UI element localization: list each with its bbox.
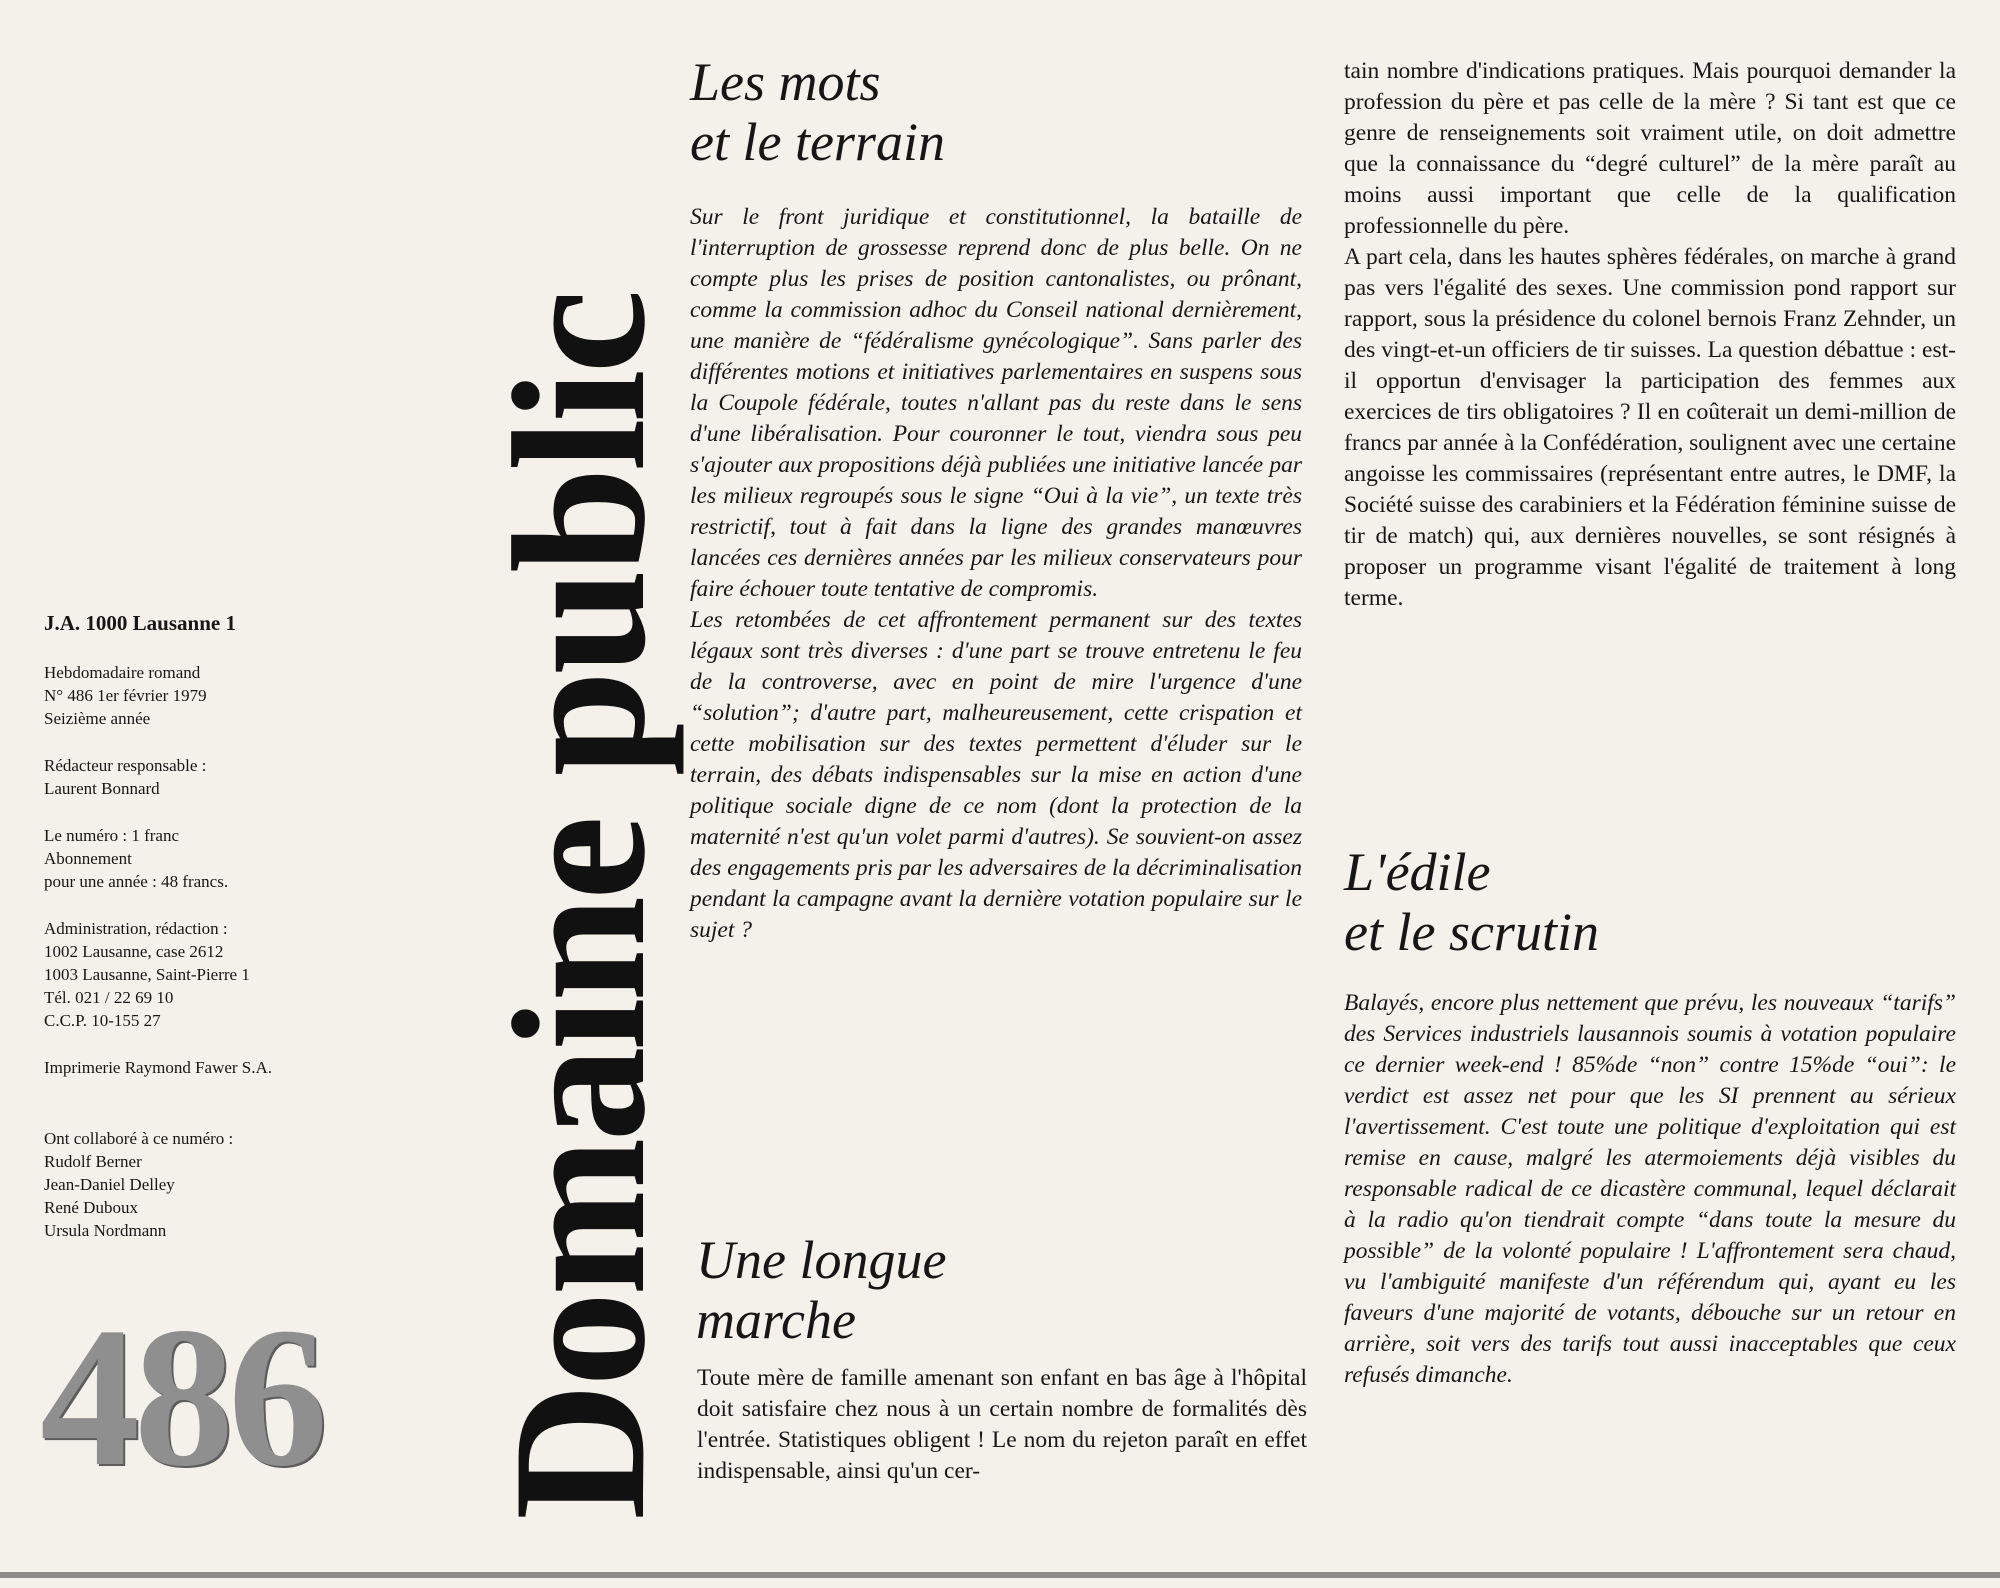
article-1-title-line: et le terrain [690, 112, 945, 172]
article-2-paragraph: Toute mère de famille amenant son enfant en bas âge à l'hôpital doit satisfaire chez nous à un certain nombre de formalités dès l'entrée. Statistiques obligent ! Le nom du rejeton paraît en effet indispensable, ainsi qu'un cer- [697, 1365, 1307, 1484]
contributors-line: René Duboux [44, 1198, 138, 1217]
admin-info [44, 917, 404, 1032]
editor-info [44, 754, 404, 800]
publication-line: Seizième année [44, 709, 151, 728]
article-3-title-line: et le scrutin [1344, 902, 1599, 962]
article-2-title [696, 1230, 946, 1350]
admin-line: Tél. 021 / 22 69 10 [44, 988, 174, 1007]
contributors-line: Jean-Daniel Delley [44, 1175, 175, 1194]
issue-number: 486 [40, 1287, 322, 1508]
price-info [44, 824, 404, 893]
contributors-line: Rudolf Berner [44, 1152, 142, 1171]
article-2-continuation-paragraph: A part cela, dans les hautes sphères fédérales, on marche à grand pas vers l'égalité des sexes. Une commission pond rapport sur rapport, sous la présidence du colonel bernois Franz Zehnder, un des vingt-et-un officiers de tir suisses. La question débattue : est-il opportun d'envisager la participation des femmes aux exercices de tirs obligatoires ? Il en coûterait un demi-million de francs par année à la Confédération, soulignent avec une certaine angoisse les commissaires (représentant entre autres, le DMF, la Société suisse des carabiniers et la Fédération féminine suisse de tir de match) qui, aux dernières nouvelles, se sont résignés à proposer un programme visant l'égalité de traitement à long terme. [1344, 244, 1957, 611]
admin-line: 1002 Lausanne, case 2612 [44, 942, 224, 961]
editor-line: Rédacteur responsable : [44, 756, 207, 775]
admin-line: Administration, rédaction : [44, 919, 228, 938]
article-1-title-line: Les mots [690, 52, 881, 112]
price-line: Abonnement [44, 849, 132, 868]
article-2-continuation-paragraph: tain nombre d'indications pratiques. Mais pourquoi demander la profession du père et pas celle de la mère ? Si tant est que ce genre de renseignements soit vraiment utile, on doit admettre que la connaissance du “degré culturel” de la mère paraît au moins aussi important que celle de la qualification professionnelle du père. [1344, 58, 1956, 239]
article-3-title-line: L'édile [1344, 842, 1491, 902]
article-1-title [690, 52, 945, 172]
admin-line: 1003 Lausanne, Saint-Pierre 1 [44, 965, 250, 984]
masthead-column [44, 612, 404, 1266]
article-3-paragraph: Balayés, encore plus nettement que prévu, les nouveaux “tarifs” des Services industriels lausannois soumis à votation populaire ce dernier week-end ! 85%de “non” contre 15%de “oui”: le verdict est assez net pour que les SI prennent au sérieux l'avertissement. C'est toute une politique d'exploitation qui est remise en cause, malgré les atermoiements déjà visibles du responsable radical de ce dicastère communal, lequel déclarait à la radio qu'on tiendrait compte “dans toute la mesure du possible” de la volonté populaire ! L'affrontement sera chaud, vu l'ambiguité manifeste d'un référendum qui, ayant eu les faveurs d'une majorité de votants, débouche sur un retour en arrière, soit vers des tarifs tout aussi inacceptables que ceux refusés dimanche. [1344, 990, 1956, 1388]
admin-line: C.C.P. 10-155 27 [44, 1011, 161, 1030]
article-2-continuation [1344, 56, 1956, 614]
article-1-paragraph: Les retombées de cet affrontement permanent sur des textes légaux sont très diverses : d'une part se trouve entretenu le feu de la controverse, avec en point de mire l'urgence d'une “solution”; d'autre part, malheureusement, cette crispation et cette mobilisation sur des textes permettent d'éluder sur le terrain, des débats indispensables sur la mise en action d'une politique sociale digne de ce nom (dont la protection de la maternité n'est qu'un volet parmi d'autres). Se souvient-on assez des engagements pris par les adversaires de la décriminalisation pendant la campagne avant la dernière votation populaire sur le sujet ? [690, 607, 1302, 943]
printer-info: Imprimerie Raymond Fawer S.A. [44, 1058, 273, 1077]
article-3-body [1344, 988, 1956, 1391]
article-2-body [697, 1363, 1307, 1487]
publication-line: N° 486 1er février 1979 [44, 686, 207, 705]
article-3-title [1344, 842, 1599, 962]
editor-line: Laurent Bonnard [44, 779, 160, 798]
article-2-title-line: marche [696, 1290, 856, 1350]
postal-address: J.A. 1000 Lausanne 1 [44, 611, 236, 635]
bottom-rule [0, 1572, 2000, 1578]
contributors-line: Ont collaboré à ce numéro : [44, 1129, 234, 1148]
article-1-body [690, 202, 1302, 946]
contributors-line: Ursula Nordmann [44, 1221, 167, 1240]
publication-line: Hebdomadaire romand [44, 663, 201, 682]
contributors-info [44, 1127, 404, 1242]
publication-info [44, 661, 404, 730]
price-line: pour une année : 48 francs. [44, 872, 229, 891]
article-1-paragraph: Sur le front juridique et constitutionnel, la bataille de l'interruption de grossesse reprend donc de plus belle. On ne compte plus les prises de position cantonalistes, ou prônant, comme la commission adhoc du Conseil national dernièrement, une manière de “fédéralisme gynécologique”. Sans parler des différentes motions et initiatives parlementaires en suspens sous la Coupole fédérale, toutes n'allant pas du reste dans le sens d'une libéralisation. Pour couronner le tout, viendra sous peu s'ajouter aux propositions déjà publiées une initiative lancée par les milieux regroupés sous le signe “Oui à la vie”, un texte très restrictif, tout à fait dans la ligne des grandes manœuvres lancées ces dernières années par les milieux conservateurs pour faire échouer toute tentative de compromis. [690, 204, 1302, 602]
article-2-title-line: Une longue [696, 1230, 947, 1290]
price-line: Le numéro : 1 franc [44, 826, 179, 845]
publication-title: Domaine public [475, 293, 685, 1520]
